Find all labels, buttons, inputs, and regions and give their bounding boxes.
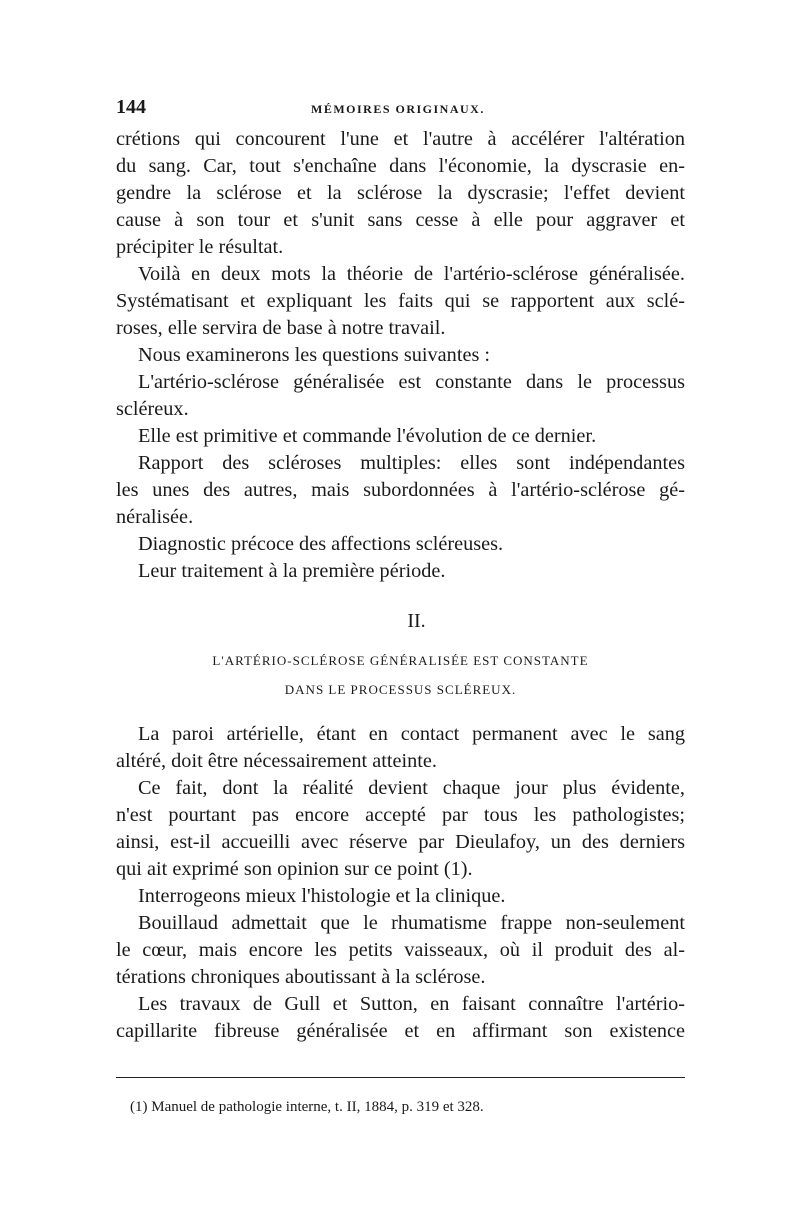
text-line: térations chroniques aboutissant à la sclérose. [116, 966, 486, 988]
spacer [116, 704, 685, 721]
text-line: qui ait exprimé son opinion sur ce point (1). [116, 858, 473, 880]
footnote: (1) Manuel de pathologie interne, t. II, 1884, p. 319 et 328. [130, 1099, 484, 1115]
paragraph [116, 126, 685, 261]
text-line: du sang. Car, tout s'enchaîne dans l'économie, la dyscrasie en- [116, 155, 685, 177]
section-number: II. [407, 610, 426, 632]
text-line: les unes des autres, mais subordonnées à l'artério-sclérose gé- [116, 479, 685, 501]
paragraph [116, 450, 685, 531]
paragraph [116, 910, 685, 991]
page-header [116, 96, 685, 126]
text-line: capillarite fibreuse généralisée et en affirmant son existence [116, 1020, 685, 1042]
text-line: Diagnostic précoce des affections scléreuses. [138, 533, 504, 555]
text-line: Rapport des scléroses multiples: elles sont indépendantes [138, 452, 685, 474]
paragraph [116, 775, 685, 883]
text-line: cause à son tour et s'unit sans cesse à elle pour aggraver et [116, 209, 685, 231]
section-heading: L'ARTÉRIO-SCLÉROSE GÉNÉRALISÉE EST CONSTANTE [212, 653, 589, 668]
text-line: néralisée. [116, 506, 194, 528]
text-line: altéré, doit être nécessairement atteinte. [116, 750, 437, 772]
text-line: scléreux. [116, 398, 189, 420]
paragraph [116, 423, 685, 450]
text-line: Voilà en deux mots la théorie de l'artério-sclérose généralisée. [138, 263, 685, 285]
section-heading: DANS LE PROCESSUS SCLÉREUX. [284, 682, 517, 697]
page-body [116, 96, 685, 1045]
page-number: 144 [116, 96, 146, 118]
text-line: Systématisant et expliquant les faits qui se rapportent aux sclé- [116, 290, 685, 312]
text-line: gendre la sclérose et la sclérose la dyscrasie; l'effet devient [116, 182, 685, 204]
text-line: Leur traitement à la première période. [138, 560, 446, 582]
running-title: MÉMOIRES ORIGINAUX. [311, 102, 485, 116]
text-line: Ce fait, dont la réalité devient chaque jour plus évidente, [138, 777, 685, 799]
text-line: Nous examinerons les questions suivantes : [138, 344, 491, 366]
paragraph [116, 342, 685, 369]
paragraph [116, 721, 685, 775]
text-line: roses, elle servira de base à notre travail. [116, 317, 446, 339]
text-line: n'est pourtant pas encore accepté par tous les pathologistes; [116, 804, 685, 826]
paragraph [116, 531, 685, 558]
paragraph [116, 261, 685, 342]
text-line: crétions qui concourent l'une et l'autre à accélérer l'altération [116, 128, 685, 150]
text-line: Les travaux de Gull et Sutton, en faisant connaître l'artério- [138, 993, 685, 1015]
text-line: précipiter le résultat. [116, 236, 284, 258]
text-line: L'artério-sclérose généralisée est constante dans le processus [138, 371, 685, 393]
text-line: le cœur, mais encore les petits vaisseaux, où il produit des al- [116, 939, 685, 961]
text-line: La paroi artérielle, étant en contact permanent avec le sang [138, 723, 685, 745]
text-line: Interrogeons mieux l'histologie et la clinique. [138, 885, 506, 907]
paragraph [116, 369, 685, 423]
paragraph [116, 883, 685, 910]
text-line: Elle est primitive et commande l'évolution de ce dernier. [138, 425, 597, 447]
text-line: ainsi, est-il accueilli avec réserve par Dieulafoy, un des derniers [116, 831, 685, 853]
paragraph [116, 558, 685, 585]
paragraph [116, 991, 685, 1045]
footnote-rule [116, 1077, 685, 1078]
text-line: Bouillaud admettait que le rhumatisme frappe non-seulement [138, 912, 685, 934]
